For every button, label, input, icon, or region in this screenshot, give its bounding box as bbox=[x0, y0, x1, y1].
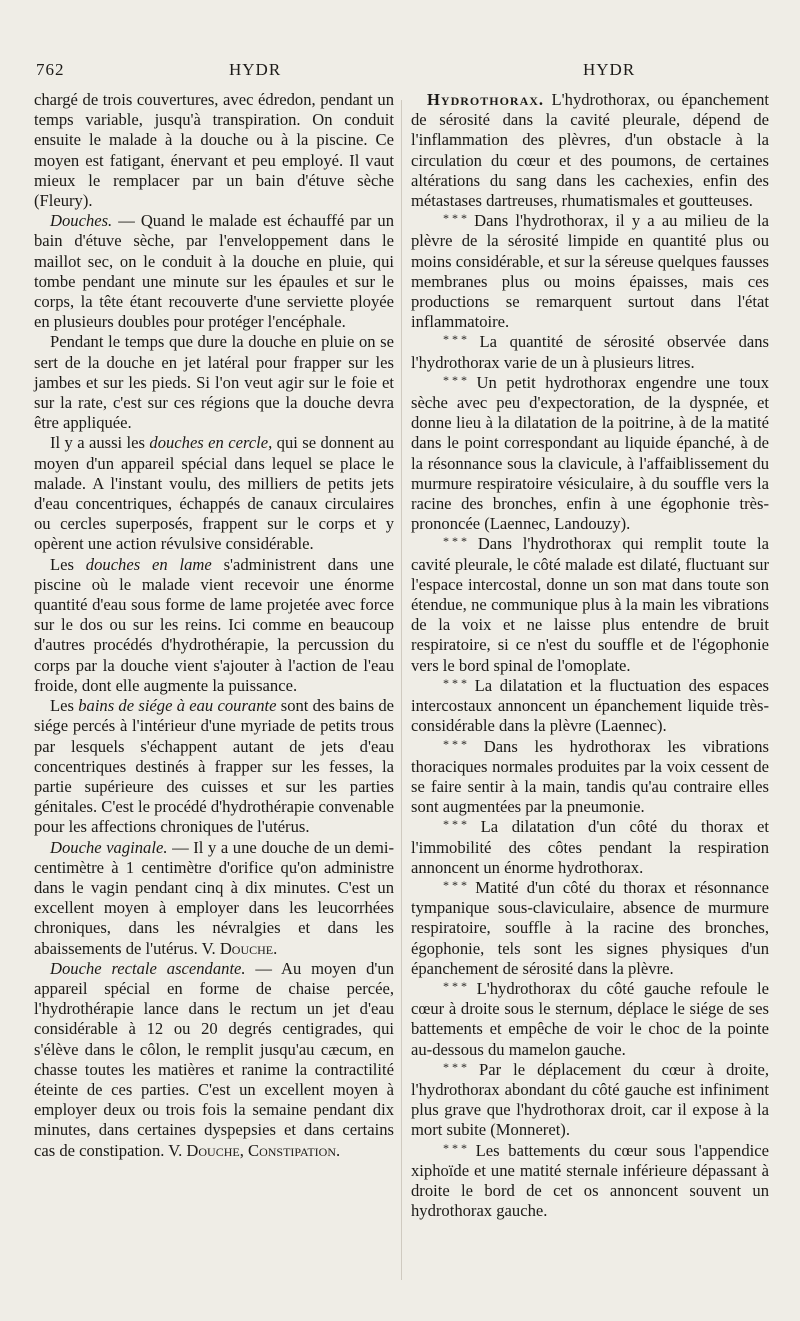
italic-term: Douche vaginale. bbox=[50, 837, 168, 857]
paragraph-r2 bbox=[411, 211, 769, 332]
paragraph-text: , bbox=[239, 1140, 249, 1160]
column-divider bbox=[401, 100, 402, 1280]
paragraph-r6 bbox=[411, 676, 769, 737]
paragraph-p4 bbox=[34, 433, 394, 554]
italic-term: bains de siége à eau courante bbox=[78, 696, 277, 716]
paragraph-r12 bbox=[411, 1141, 769, 1222]
paragraph-text: L'hydrothorax du côté gauche refoule le cœur à droite sous le sternum, déplace le siége de ses battements et empêche de voir le choc de la pointe au-dessous du mamelon gauche. bbox=[411, 978, 769, 1059]
paragraph-p2 bbox=[34, 211, 394, 332]
paragraph-text: sont des bains de siége percés à l'intérieur d'une myriade de petits trous par lesquels s'échappent autant de jets d'eau concentriques destinés à frapper sur les fesses, la partie supérieure des cuisses et sur les parties génitales. C'est le procédé d'hydrothérapie convenable pour les affections chroniques de l'utérus. bbox=[34, 696, 394, 837]
paragraph-text: chargé de trois couvertures, avec édredon, pendant un temps variable, jusqu'à transpiration. On conduit ensuite le malade à la douche ou à la piscine. Ce moyen est fatigant, énervant et peu employé. Il vaut mieux le remplacer par un bain d'étuve sèche (Fleury). bbox=[34, 90, 394, 211]
paragraph-p8 bbox=[34, 959, 394, 1161]
paragraph-text: Par le déplacement du cœur à droite, l'hydrothorax abondant du côté gauche est infiniment plus grave que l'hydrothorax droit, car il expose à la mort subite (Monneret). bbox=[411, 1059, 769, 1140]
entry-headword: Hydrothorax. bbox=[427, 90, 545, 109]
paragraph-text: . bbox=[336, 1140, 341, 1160]
paragraph-p5 bbox=[34, 555, 394, 696]
running-title-left: HYDR bbox=[229, 60, 282, 79]
paragraph-r11 bbox=[411, 1060, 769, 1141]
paragraph-text: s'administrent dans une piscine où le malade vient recevoir une énorme quantité d'eau sous forme de lame projetée avec force sur le dos ou sur les reins. Ici comme en beaucoup d'autres procédés d'hydrothérapie, la percussion du corps par la douche vient s'ajouter à l'action de l'eau froide, dont elle augmente la puissance. bbox=[34, 554, 395, 695]
paragraph-text: — Quand le malade est échauffé par un bain d'étuve sèche, par l'enveloppement dans le maillot sec, on le conduit à la douche en pluie, qui tombe pendant une minute sur les épaules et sur le corps, la tête étant recouverte d'une serviette ployée en plusieurs doubles pour protéger l'encéphale. bbox=[34, 211, 394, 332]
asterism-mark: * * * bbox=[443, 534, 467, 549]
paragraph-text: Dans l'hydrothorax, il y a au milieu de la plèvre de la sérosité limpide en quantité plus ou moins considérable, et sur la séreuse quelques fausses membranes plus ou moins épaisses, mais ces productions se remarquent surtout dans l'état inflammatoire. bbox=[411, 211, 769, 332]
paragraph-text: Dans l'hydrothorax qui remplit toute la cavité pleurale, le côté malade est dilaté, fluctuant sur l'espace intercostal, donne un son mat dans toute son étendue, ne communique plus à la main les vibrations de la voix et ne laisse plus entendre de bruit respiratoire, si ce n'est du souffle et de l'égophonie vers le bord spinal de l'omoplate. bbox=[411, 534, 769, 675]
paragraph-text: , qui se donnent au moyen d'un appareil spécial dans lequel se place le malade. A l'instant voulu, des milliers de petits jets d'eau concentriques, échappés de canaux circulaires ou cercles superposés, frappent sur le corps et y opèrent une action révulsive considérable. bbox=[34, 433, 394, 554]
paragraph-r10 bbox=[411, 979, 769, 1060]
paragraph-text: Pendant le temps que dure la douche en pluie on se sert de la douche en jet latéral pour frapper sur les jambes et sur les pieds. Si l'on veut agir sur le foie et sur la rate, c'est sur ces régions que la douche devra être appliquée. bbox=[34, 332, 394, 433]
paragraph-r5 bbox=[411, 534, 769, 675]
italic-term: Douches. bbox=[50, 211, 113, 231]
asterism-mark: * * * bbox=[443, 332, 467, 347]
asterism-mark: * * * bbox=[443, 817, 467, 832]
asterism-mark: * * * bbox=[443, 211, 467, 226]
asterism-mark: * * * bbox=[443, 372, 467, 387]
paragraph-text: La quantité de sérosité observée dans l'hydrothorax varie de un à plusieurs litres. bbox=[411, 332, 769, 372]
running-title-right: HYDR bbox=[583, 60, 636, 79]
paragraph-r4 bbox=[411, 373, 769, 535]
paragraph-text: — Il y a une douche de un demi-centimètre à 1 centimètre d'orifice qu'on administre dans le vagin pendant cinq à dix minutes. C'est un excellent moyen à employer dans les leucorrhées chroniques, dans les névralgies et dans les abaissements de l'utérus. V. bbox=[34, 837, 394, 958]
page-number: 762 bbox=[36, 60, 65, 79]
paragraph-text: Les bbox=[50, 554, 86, 574]
paragraph-text: La dilatation d'un côté du thorax et l'immobilité des côtes pendant la respiration annoncent un énorme hydrothorax. bbox=[411, 817, 769, 877]
cross-reference: Constipation bbox=[248, 1140, 336, 1160]
paragraph-p1 bbox=[34, 90, 394, 211]
paragraph-r8 bbox=[411, 817, 769, 878]
paragraph-text: Les battements du cœur sous l'appendice xiphoïde et une matité sternale inférieure dépassant à droite le bord de cet os annoncent souvent un hydrothorax gauche. bbox=[411, 1140, 769, 1221]
paragraph-p3 bbox=[34, 332, 394, 433]
paragraph-text: Il y a aussi les bbox=[50, 433, 150, 453]
paragraph-text: La dilatation et la fluctuation des espaces intercostaux annoncent un épanchement liquide très-considérable dans la plèvre (Laennec). bbox=[411, 675, 769, 736]
paragraph-r1 bbox=[411, 90, 769, 211]
paragraph-r9 bbox=[411, 878, 769, 979]
asterism-mark: * * * bbox=[443, 1059, 467, 1074]
paragraph-p6 bbox=[34, 696, 394, 837]
italic-term: Douche rectale ascendante. bbox=[50, 958, 246, 978]
asterism-mark: * * * bbox=[443, 1140, 467, 1155]
paragraph-r3 bbox=[411, 332, 769, 372]
italic-term: douches en cercle bbox=[149, 433, 269, 453]
paragraph-text: Un petit hydrothorax engendre une toux sèche avec peu d'expectoration, de la dyspnée, et donne lieu à la dilatation de la poitrine, à de la matité dans le point correspondant au liquide épanché, à de la résonnance sous la clavicule, à l'affaiblissement du murmure respiratoire vésiculaire, à du souffle vers la racine des bronches, enfin à une égophonie très-prononcée (Laennec, Landouzy). bbox=[411, 372, 769, 534]
paragraph-text: — Au moyen d'un appareil spécial en forme de chaise percée, l'hydrothérapie lance dans le rectum un jet d'eau considérable à 12 ou 20 degrés centigrades, qui s'élève dans le côlon, le remplit jusqu'au cæcum, en chasse toutes les matières et ranime la contractilité éteinte de ces parties. C'est un excellent moyen à employer deux ou trois fois la semaine pendant dix minutes, dans certaines dyspepsies et dans certains cas de constipation. V. bbox=[34, 958, 394, 1160]
paragraph-text: Les bbox=[50, 696, 79, 716]
asterism-mark: * * * bbox=[443, 978, 467, 993]
cross-reference: Douche bbox=[219, 938, 274, 958]
paragraph-text: . bbox=[273, 938, 278, 958]
left-column bbox=[34, 90, 394, 1161]
paragraph-r7 bbox=[411, 737, 769, 818]
asterism-mark: * * * bbox=[443, 675, 467, 690]
paragraph-text: L'hydrothorax, ou épanchement de sérosité dans la cavité pleurale, dépend de l'inflammation des plèvres, d'un obstacle à la circulation du cœur et des poumons, de certaines altérations du sang dans les cachexies, enfin des métastases dartreuses, rhumatismales et goutteuses. bbox=[411, 90, 769, 211]
paragraph-text: Matité d'un côté du thorax et résonnance tympanique sous-claviculaire, absence de murmure respiratoire, souffle à la racine des bronches, égophonie, tels sont les signes physiques d'un épanchement de sérosité dans la plèvre. bbox=[411, 877, 769, 978]
right-column bbox=[411, 90, 769, 1221]
asterism-mark: * * * bbox=[443, 877, 467, 892]
asterism-mark: * * * bbox=[443, 736, 467, 751]
cross-reference: Douche bbox=[186, 1140, 240, 1160]
paragraph-p7 bbox=[34, 838, 394, 959]
running-head bbox=[36, 60, 780, 84]
italic-term: douches en lame bbox=[85, 554, 212, 574]
paragraph-text: Dans les hydrothorax les vibrations thoraciques normales produites par la voix cessent de se faire sentir à la main, tandis qu'au contraire elles sont augmentées par la pneumonie. bbox=[411, 736, 769, 817]
